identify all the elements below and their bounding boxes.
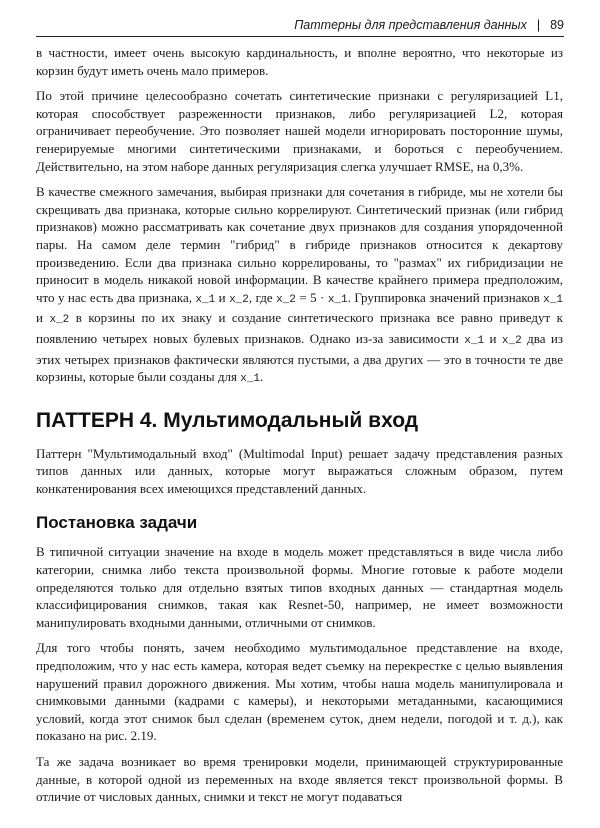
code-x2: x_2	[501, 334, 522, 347]
paragraph-problem-2: Для того чтобы понять, зачем необходимо мультимодальное представление на входе, предположим, что у нас есть камера, которая ведет съемку на перекрестке с целью выявления нарушений правил дорожного движения. Мы хотим, чтобы наша модель манипулировала и снимковыми данными (кадрами с камеры), и некоторыми метаданными, касающимися условий, когда этот снимок был сделан (временем суток, днем недели, погодой и т. д.), как показано на рис. 2.19.	[36, 640, 563, 744]
code-x2: x_2	[229, 293, 249, 306]
text-run: и	[36, 310, 50, 326]
running-title: Паттерны для представления данных	[294, 18, 527, 32]
paragraph-pattern-intro: Паттерн "Мультимодальный вход" (Multimodal Input) решает задачу представления разных типов данных или данных, которые могут выражаться сложным образом, путем конкатенирования всех имеющихся представлений данных.	[36, 445, 563, 496]
running-header	[36, 12, 564, 37]
paragraph-problem-3: Та же задача возникает во время тренировки модели, принимающей структурированные данные, в которой одной из переменных на входе является текст произвольной формы. В отличие от числовых данных, снимки и текст не могут подаваться	[36, 754, 563, 805]
code-x1: x_1	[327, 293, 348, 306]
paragraph-regularization: По этой причине целесообразно сочетать синтетические признаки с регуляризацией L1, которая способствует разреженности признаков, либо регуляризацией L2, которая ограничивает переобучение. Это позволяет нашей модели игнорировать посторонние шумы, генерируемые многими синтетическими признаками, и бороться с переобучением. Действительно, на этом наборе данных регуляризация слегка улучшает RMSE, на 0,3%.	[36, 88, 563, 174]
paragraph-feature-cross-correlation	[36, 183, 563, 389]
code-x1: x_1	[543, 293, 563, 306]
code-x1: x_1	[464, 334, 485, 347]
text-run: = 5 ·	[295, 289, 328, 305]
code-x2: x_2	[276, 293, 296, 306]
paragraph-problem-1: В типичной ситуации значение на входе в модель может представляться в виде числа либо категории, снимка либо текста произвольной формы. Многие готовые к работе модели определяются только для отдельно взятых типов входных данных — стандартная модель классифицирования снимков, такая как Resnet-50, например, не имеет возможности манипулировать входными данными, отличными от снимков.	[36, 544, 563, 630]
text-run: и	[215, 289, 230, 305]
code-x2: x_2	[49, 314, 70, 327]
code-x1: x_1	[195, 293, 216, 306]
code-x1: x_1	[240, 373, 261, 386]
pattern-heading: ПАТТЕРН 4. Мультимодальный вход	[36, 408, 419, 432]
text-run: в корзины по их знаку и создание синтетического признака все равно приведут к появлению четырех новых булевых признаков. Однако из-за зависимости	[36, 310, 563, 346]
page-number: 89	[550, 18, 564, 32]
paragraph-continuation: в частности, имеет очень высокую кардинальность, и вполне вероятно, что некоторые из корзин будут иметь очень мало примеров.	[36, 45, 563, 78]
text-run: и	[484, 330, 502, 346]
text-run: , где	[248, 289, 277, 305]
text-run: В качестве смежного замечания, выбирая признаки для сочетания в гибриде, мы не хотели бы скрещивать два признака, которые сильно коррелируют. Синтетический признак (или гибрид признаков) можно рассматривать как сочетание двух признаков для создания упорядоченной пары. На самом деле термин "гибрид" в гибриде признаков относится к декартову произведению. Если два признака сильно коррелированы, то "размах" их гибридизации не приносит в модель никакой новой информации. В качестве крайнего примера предположим, что у нас есть два признака,	[36, 184, 563, 305]
text-run: два из этих четырех признаков фактически являются пустыми, а два других — это в точности те две корзины, которые были созданы для	[36, 330, 563, 385]
text-run: .	[260, 369, 264, 385]
page-content	[36, 44, 563, 814]
header-separator: |	[536, 18, 541, 32]
text-run: . Группировка значений признаков	[347, 289, 544, 305]
section-heading: Постановка задачи	[36, 513, 198, 533]
